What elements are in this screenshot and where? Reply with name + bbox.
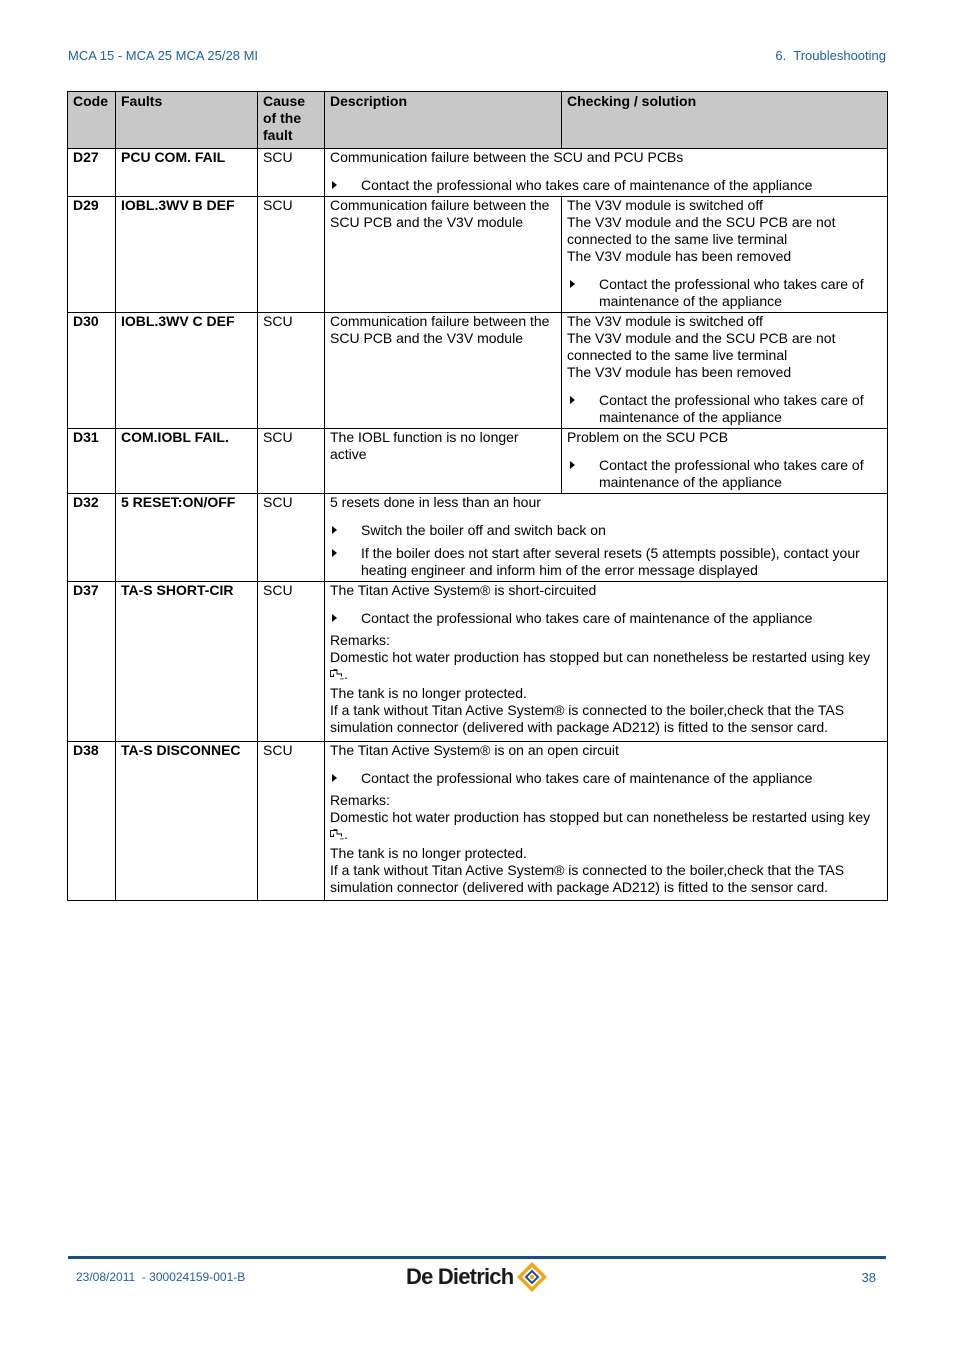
action-list [330, 770, 885, 787]
action-list [567, 457, 885, 491]
action-item [330, 522, 885, 539]
checking-cell [562, 313, 888, 429]
check-item: The V3V module has been removed [567, 248, 792, 264]
bullet-arrow-icon [332, 774, 337, 782]
action-text: Contact the professional who takes care of maintenance of the appliance [361, 177, 813, 193]
action-text: Contact the professional who takes care of maintenance of the appliance [361, 610, 813, 626]
dhw-key-period: . [344, 666, 348, 682]
remarks-heading: Remarks: [330, 632, 390, 648]
column-header-description: Description [325, 92, 562, 149]
check-item: The V3V module is switched off [567, 313, 763, 329]
description-cell [325, 429, 562, 494]
fault-cause: SCU [258, 429, 325, 494]
table-row [68, 742, 888, 901]
fault-code: D30 [68, 313, 116, 429]
action-item [330, 610, 885, 627]
remarks-tas-text: If a tank without Titan Active System® is connected to the boiler,check that the TAS simulation connector (delivered with package AD212) is fitted to the sensor card. [330, 862, 845, 895]
action-item [567, 276, 885, 310]
table-row [68, 494, 888, 582]
checking-cell [562, 429, 888, 494]
bullet-arrow-icon [332, 181, 337, 189]
action-text: Contact the professional who takes care of maintenance of the appliance [599, 392, 864, 425]
section-title: 6. Troubleshooting [775, 48, 886, 63]
fault-name: TA-S DISCONNEC [116, 742, 258, 901]
description-cell [325, 742, 888, 901]
check-item: The V3V module and the SCU PCB are not connected to the same live terminal [567, 214, 836, 247]
fault-cause: SCU [258, 494, 325, 582]
dhw-key-line [330, 826, 885, 843]
column-header-faults: Faults [116, 92, 258, 149]
brand-logo-text: De Dietrich [406, 1264, 514, 1289]
action-item [567, 392, 885, 426]
description-text: The Titan Active System® is on an open circuit [330, 742, 619, 758]
fault-code: D32 [68, 494, 116, 582]
column-header-code: Code [68, 92, 116, 149]
action-item [330, 770, 885, 787]
checking-cell [562, 197, 888, 313]
action-text: Contact the professional who takes care of maintenance of the appliance [599, 276, 864, 309]
action-list [330, 610, 885, 627]
remarks-dhw-text: Domestic hot water production has stopped but can nonetheless be restarted using key [330, 649, 871, 665]
document-product-title: MCA 15 - MCA 25 MCA 25/28 MI [68, 48, 259, 63]
fault-code: D29 [68, 197, 116, 313]
action-list [567, 276, 885, 310]
action-item [330, 177, 885, 194]
fault-name: IOBL.3WV B DEF [116, 197, 258, 313]
bullet-arrow-icon [570, 280, 575, 288]
footer-divider [68, 1256, 886, 1259]
bullet-arrow-icon [332, 526, 337, 534]
check-item: The V3V module has been removed [567, 364, 792, 380]
fault-name: COM.IOBL FAIL. [116, 429, 258, 494]
footer-date-reference: 23/08/2011 - 300024159-001-B [76, 1270, 246, 1284]
table-row [68, 429, 888, 494]
description-cell [325, 149, 888, 197]
description-text: Communication failure between the SCU PCB and the V3V module [330, 313, 550, 346]
fault-name: TA-S SHORT-CIR [116, 582, 258, 742]
action-item [567, 457, 885, 491]
table-row [68, 197, 888, 313]
description-cell [325, 197, 562, 313]
description-cell [325, 494, 888, 582]
check-item: The V3V module and the SCU PCB are not connected to the same live terminal [567, 330, 836, 363]
action-text: Contact the professional who takes care of maintenance of the appliance [599, 457, 864, 490]
check-item: Problem on the SCU PCB [567, 429, 729, 445]
action-list [330, 177, 885, 194]
fault-name: IOBL.3WV C DEF [116, 313, 258, 429]
dhw-key-icon [330, 669, 344, 680]
column-header-checking: Checking / solution [562, 92, 888, 149]
brand-logo [406, 1261, 548, 1293]
action-text: Contact the professional who takes care of maintenance of the appliance [361, 770, 813, 786]
fault-code: D38 [68, 742, 116, 901]
dhw-key-line [330, 666, 885, 683]
table-row [68, 582, 888, 742]
description-text: The Titan Active System® is short-circuited [330, 582, 597, 598]
table-row [68, 313, 888, 429]
action-text: If the boiler does not start after several resets (5 attempts possible), contact your heating engineer and inform him of the error message displayed [361, 545, 860, 578]
action-list [330, 522, 885, 579]
fault-cause: SCU [258, 582, 325, 742]
check-item: The V3V module is switched off [567, 197, 763, 213]
table-header-row [68, 92, 888, 149]
bullet-arrow-icon [570, 461, 575, 469]
description-cell [325, 582, 888, 742]
remarks-tas-text: If a tank without Titan Active System® is connected to the boiler,check that the TAS simulation connector (delivered with package AD212) is fitted to the sensor card. [330, 702, 845, 735]
fault-cause: SCU [258, 313, 325, 429]
description-text: The IOBL function is no longer active [330, 429, 519, 462]
bullet-arrow-icon [570, 396, 575, 404]
action-list [567, 392, 885, 426]
fault-name: 5 RESET:ON/OFF [116, 494, 258, 582]
fault-cause: SCU [258, 742, 325, 901]
action-text: Switch the boiler off and switch back on [361, 522, 606, 538]
page-number: 38 [861, 1270, 876, 1285]
description-text: Communication failure between the SCU and PCU PCBs [330, 149, 684, 165]
fault-cause: SCU [258, 197, 325, 313]
de-dietrich-diamond-icon [516, 1261, 548, 1293]
remarks-tank-text: The tank is no longer protected. [330, 845, 527, 861]
dhw-key-period: . [344, 826, 348, 842]
description-text: Communication failure between the SCU PCB and the V3V module [330, 197, 550, 230]
dhw-key-icon [330, 829, 344, 840]
remarks-heading: Remarks: [330, 792, 390, 808]
description-text: 5 resets done in less than an hour [330, 494, 541, 510]
fault-code: D31 [68, 429, 116, 494]
column-header-cause: Cause of the fault [258, 92, 325, 149]
description-cell [325, 313, 562, 429]
fault-code: D27 [68, 149, 116, 197]
action-item [330, 545, 885, 579]
fault-cause: SCU [258, 149, 325, 197]
fault-code: D37 [68, 582, 116, 742]
fault-name: PCU COM. FAIL [116, 149, 258, 197]
table-row [68, 149, 888, 197]
bullet-arrow-icon [332, 549, 337, 557]
fault-code-table [67, 91, 888, 901]
bullet-arrow-icon [332, 614, 337, 622]
remarks-tank-text: The tank is no longer protected. [330, 685, 527, 701]
remarks-dhw-text: Domestic hot water production has stopped but can nonetheless be restarted using key [330, 809, 871, 825]
